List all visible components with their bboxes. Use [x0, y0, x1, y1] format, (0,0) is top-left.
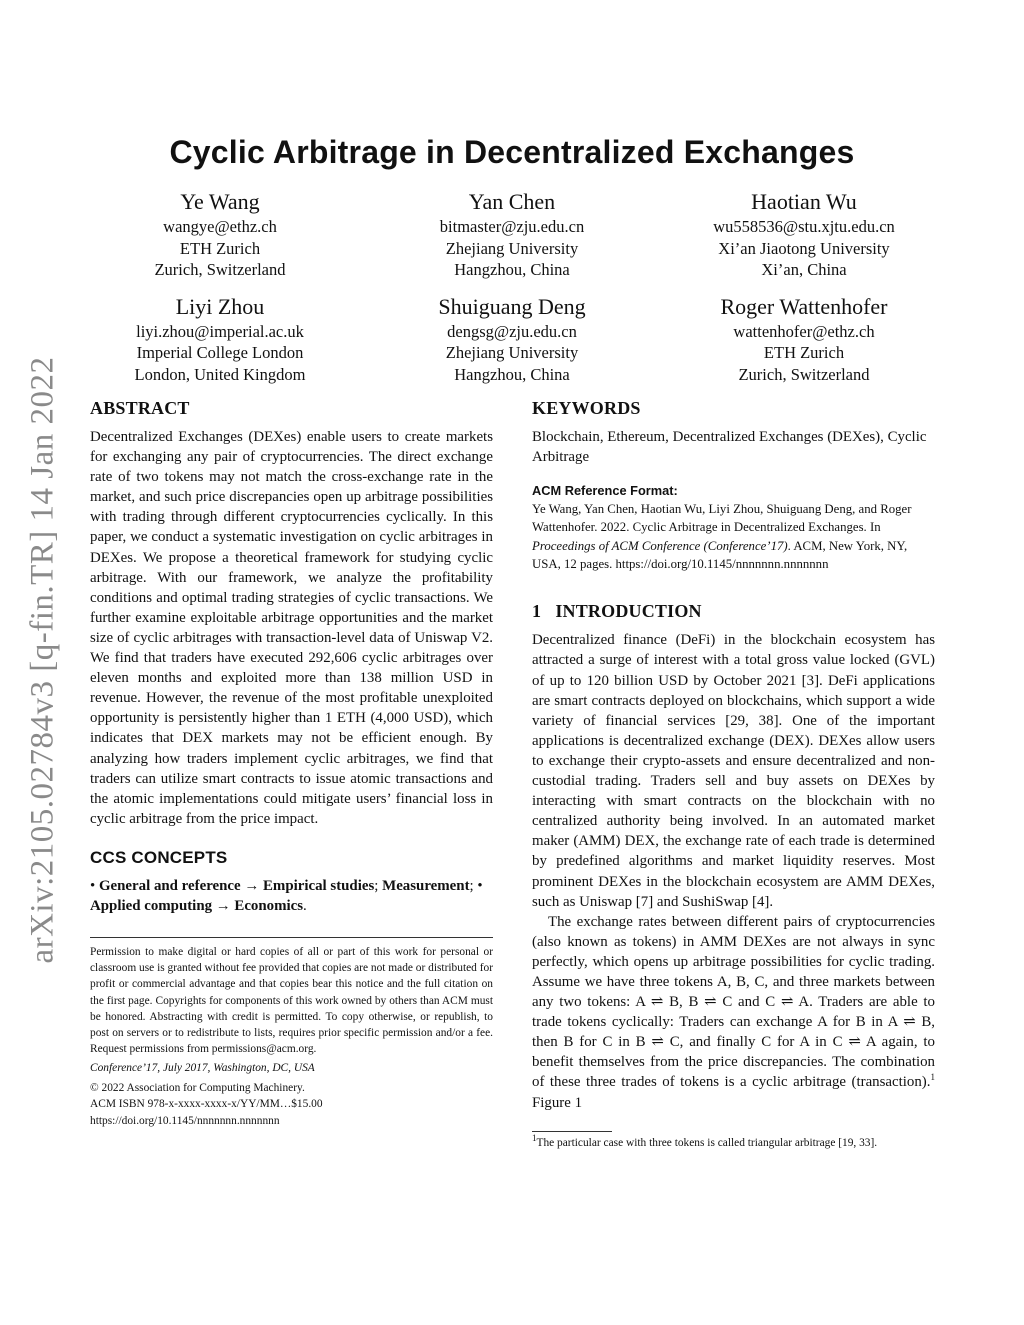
divider: [532, 1131, 612, 1132]
author: [382, 188, 642, 281]
author-location: Hangzhou, China: [454, 260, 570, 279]
author-name: Shuiguang Deng: [438, 293, 586, 319]
author-location: Zurich, Switzerland: [154, 260, 286, 279]
author-name: Liyi Zhou: [175, 293, 265, 319]
footnote-marker[interactable]: 1: [930, 1072, 935, 1083]
keywords-text: Blockchain, Ethereum, Decentralized Exchanges (DEXes), Cyclic Arbitrage: [532, 429, 927, 466]
ccs-concept-link[interactable]: Measurement: [382, 877, 470, 894]
author: [90, 293, 350, 386]
ccs-concept-link[interactable]: Applied computing → Economics: [90, 897, 304, 914]
acm-reference-lead: Ye Wang, Yan Chen, Haotian Wu, Liyi Zhou, Shuiguang Deng, and Roger Wattenhofer. 2022. Cyclic Arbitrage in Decentralized Exchanges. In: [532, 502, 912, 535]
author-email: wu558536@stu.xjtu.edu.cn: [713, 217, 895, 236]
acm-reference-venue: Proceedings of ACM Conference (Conference’17): [532, 538, 788, 553]
section-title: INTRODUCTION: [555, 601, 702, 622]
author-email: wangye@ethz.ch: [163, 217, 277, 236]
ccs-separator: ;: [374, 877, 383, 894]
acm-reference-text: [532, 500, 935, 573]
permission-text: Permission to make digital or hard copies of all or part of this work for personal or classroom use is granted without fee provided that copies are not made or distributed for profit or commercial advantage and that copies bear this notice and the full citation on the first page. Copyrights for components of this work owned by others than ACM must be honored. Abstracting with credit is permitted. To copy otherwise, or republish, to post on servers or to redistribute to lists, requires prior specific permission and/or a fee. Request permissions from permissions@acm.org.: [90, 946, 493, 1056]
author-affiliation: ETH Zurich: [179, 238, 261, 258]
permission-block: [90, 937, 493, 1129]
ccs-concept-link[interactable]: General and reference → Empirical studies: [98, 877, 375, 894]
ccs-bullet: •: [90, 877, 96, 894]
isbn-line: ACM ISBN 978-x-xxxx-xxxx-x/YY/MM…$15.00: [90, 1098, 323, 1111]
ccs-separator: ;: [469, 877, 478, 894]
author-location: Zurich, Switzerland: [738, 364, 870, 384]
author-row: [90, 188, 934, 281]
author: [382, 293, 642, 386]
conference-line: Conference’17, July 2017, Washington, DC, USA: [90, 1062, 315, 1075]
paper-title: Cyclic Arbitrage in Decentralized Exchanges: [169, 134, 855, 170]
intro-paragraph-tail: Figure 1: [532, 1094, 583, 1111]
introduction-heading: [532, 601, 935, 622]
author-affiliation: Xi’an Jiaotong University: [718, 238, 890, 258]
author-name: Ye Wang: [180, 189, 260, 214]
ccs-end: .: [303, 897, 307, 914]
author-email: liyi.zhou@imperial.ac.uk: [136, 321, 304, 341]
author-affiliation: Imperial College London: [136, 343, 304, 362]
keywords-heading: KEYWORDS: [532, 398, 641, 418]
author-email: dengsg@zju.edu.cn: [447, 321, 577, 341]
author-email: wattenhofer@ethz.ch: [733, 321, 875, 341]
author: [674, 188, 934, 281]
ccs-concepts: [90, 876, 493, 916]
author-location: London, United Kingdom: [134, 364, 306, 384]
intro-paragraph: [532, 912, 935, 1113]
author-location: Xi’an, China: [761, 260, 847, 279]
intro-paragraph: Decentralized finance (DeFi) in the blockchain ecosystem has attracted a surge of interest with a total gross value locked (GVL) of up to 120 billion USD by October 2021 [3]. DeFi applications are smart contracts deployed on blockchains, which support a wide variety of financial services [29, 38]. One of the important applications is decentralized exchange (DEX). DEXes allow users to exchange their crypto-assets and ensure decentralized and non-custodial trading. Traders sell and buy assets on DEXes by interacting with smart contracts on the blockchain with no centralized authority being involved. In an automated market maker (AMM) DEX, the exchange rate of each trade is determined by predefined algorithms and market liquidity reserves. Most prominent DEXes in the blockchain ecosystem are AMM DEXes, such as Uniswap [7] and SushiSwap [4].: [532, 632, 935, 910]
copyright-line: © 2022 Association for Computing Machinery.: [90, 1081, 305, 1094]
author-location: Hangzhou, China: [454, 364, 570, 384]
right-column: [532, 398, 935, 1151]
footnote-text: The particular case with three tokens is called triangular arbitrage [19, 33].: [536, 1136, 878, 1149]
abstract-text: Decentralized Exchanges (DEXes) enable users to create markets for exchanging any pair of cryptocurrencies. The direct exchange rate of two tokens may not match the cross-exchange rate in the market, and such price discrepancies open up arbitrage possibilities with trading through different cryptocurrencies cyclically. In this paper, we conduct a systematic investigation on cyclic arbitrages in DEXes. We propose a theoretical framework for studying cyclic arbitrage. With our framework, we analyze the profitability conditions and optimal trading strategies of cyclic transactions. We further examine exploitable arbitrage opportunities and the market size of cyclic arbitrages with transaction-level data of Uniswap V2. We find that traders have executed 292,606 cyclic arbitrages over eleven months and exploited more than 138 million USD in revenue. However, the revenue of the most profitable unexploited opportunity is persistently higher than 1 ETH (4,000 USD), which indicates that DEX markets may not be efficient enough. By analyzing how traders implement cyclic arbitrages, we find that traders can utilize smart contracts to issue atomic transactions and the atomic implementations could mitigate users’ financial loss in cyclic arbitrage from the price impact.: [90, 429, 493, 827]
author-name: Yan Chen: [468, 189, 556, 214]
left-column: [90, 398, 493, 1129]
footnote-block: [532, 1131, 935, 1151]
ccs-bullet: •: [477, 877, 483, 894]
author-affiliation: Zhejiang University: [445, 238, 579, 258]
author-row: [90, 293, 934, 386]
divider: [90, 937, 493, 938]
ccs-heading: CCS CONCEPTS: [90, 847, 228, 867]
author-name: Haotian Wu: [751, 189, 857, 214]
author-block: [90, 188, 934, 385]
acm-reference-block: [532, 483, 935, 573]
author-email: bitmaster@zju.edu.cn: [439, 217, 585, 236]
doi-link[interactable]: https://doi.org/10.1145/nnnnnnn.nnnnnnn: [90, 1114, 280, 1127]
footnote: [532, 1132, 935, 1151]
author-name: Roger Wattenhofer: [720, 293, 888, 319]
author: [674, 293, 934, 386]
arxiv-stamp: arXiv:2105.02784v3 [q-fin.TR] 14 Jan 2022: [24, 356, 61, 964]
abstract-heading: ABSTRACT: [90, 398, 190, 418]
author-affiliation: Zhejiang University: [445, 343, 579, 362]
acm-reference-tail: . ACM, New York, NY, USA, 12 pages. https://doi.org/10.1145/nnnnnnn.nnnnnnn: [532, 538, 908, 572]
footnote-mark: 1: [532, 1132, 537, 1143]
author: [90, 188, 350, 281]
section-number: 1: [532, 601, 542, 622]
author-affiliation: ETH Zurich: [763, 343, 845, 362]
acm-reference-heading: ACM Reference Format:: [532, 483, 678, 499]
intro-paragraph-text: The exchange rates between different pairs of cryptocurrencies (also known as tokens) in AMM DEXes are not always in sync perfectly, which opens up arbitrage possibilities for cyclic trading. Assume we have three tokens A, B, C, and three markets between any two tokens: A ⇌ B, B ⇌ C and C ⇌ A. Traders are able to trade tokens cyclically: Traders can exchange A for B in A ⇌ B, then B for C in B ⇌ C, and finally C for A in C ⇌ A again, to benefit themselves from the price discrepancies. The combination of these three trades of tokens is a cyclic arbitrage (transaction).: [532, 913, 935, 1091]
